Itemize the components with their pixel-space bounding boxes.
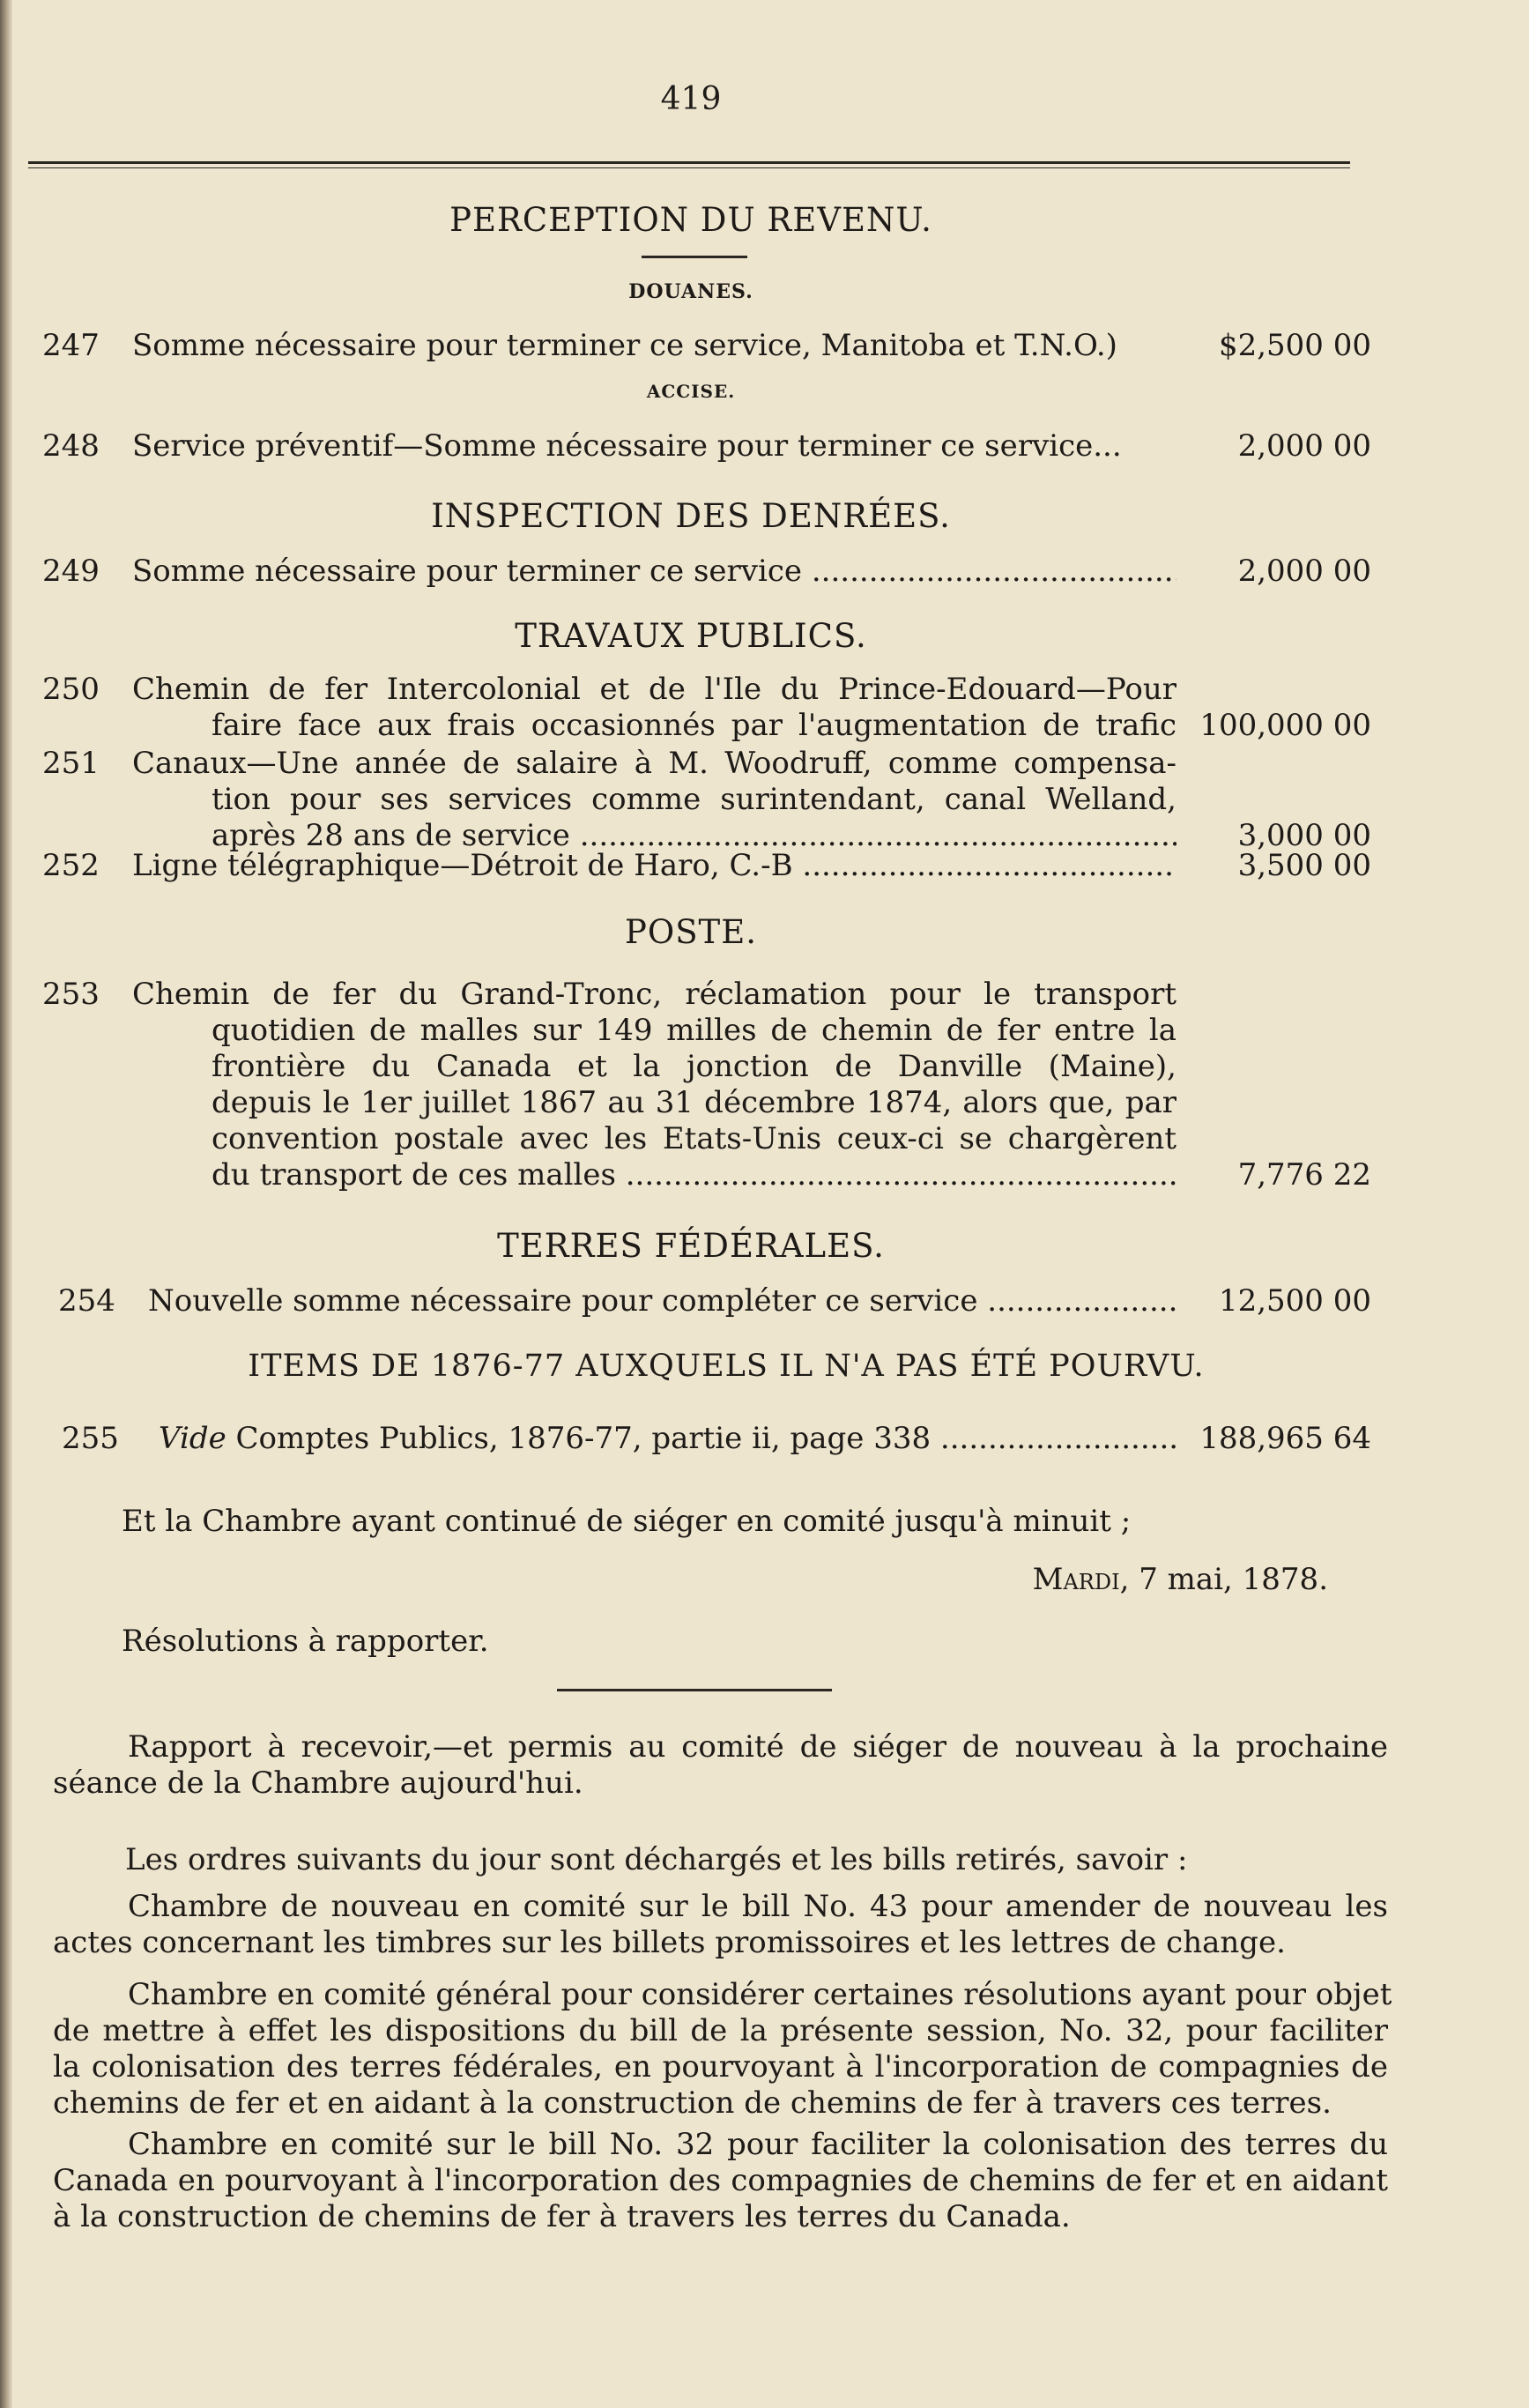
item-amount: 3,000 00 <box>1237 818 1371 853</box>
vide-word: Vide <box>159 1421 226 1456</box>
item-description: Ligne télégraphique—Détroit de Haro, C.-B ..... <box>132 848 1176 884</box>
item-amount: 12,500 00 <box>1218 1283 1371 1319</box>
item-amount: 3,500 00 <box>1237 848 1371 883</box>
item-number: 248 <box>42 428 100 464</box>
section-heading-inspection: INSPECTION DES DENRÉES. <box>431 497 951 535</box>
item-description: Chemin de fer du Grand-Tronc, réclamation pour le transport quotidien de malles sur 149 milles de chemin de fer entre la frontière du Canada et la jonction de Danville (Maine), depuis le 1er juillet 1867 au 31 décembre 1874, alors que, par convention postale avec les Etats-Unis ceux-ci se chargèrent du transport de ces malles ..... <box>132 977 1176 1193</box>
item-number: 247 <box>42 328 100 363</box>
paragraph-bill-32: Chambre en comité sur le bill No. 32 pour faciliter la colonisation des terres du Canada en pourvoyant à l'incorporation des compagnies de chemins de fer et en aidant à la construction de chemins de fer à travers les terres du Canada. <box>53 2127 1388 2234</box>
section-heading-terres: TERRES FÉDÉRALES. <box>497 1227 885 1265</box>
item-number: 253 <box>42 977 100 1012</box>
session-date: Mardi, 7 mai, 1878. <box>1032 1562 1328 1597</box>
paragraph-rapport: Rapport à recevoir,—et permis au comité de siéger de nouveau à la prochaine séance de la Chambre aujourd'hui. <box>53 1729 1388 1801</box>
ordres-text: Les ordres suivants du jour sont déchargés et les bills retirés, savoir : <box>125 1842 1188 1877</box>
item-description: Vide Comptes Publics, 1876-77, partie ii, page 338 ..... <box>159 1421 1179 1457</box>
section-divider <box>642 256 747 258</box>
item-description: Canaux—Une année de salaire à M. Woodruff, comme compensa- tion pour ses services comme surintendant, canal Welland, après 28 ans de service ..... <box>132 746 1176 854</box>
resolutions-text: Résolutions à rapporter. <box>122 1624 489 1659</box>
section-heading-travaux: TRAVAUX PUBLICS. <box>515 617 867 655</box>
paragraph-bill-43: Chambre de nouveau en comité sur le bill No. 43 pour amender de nouveau les actes concernant les timbres sur les billets promissoires et les lettres de change. <box>53 1889 1388 1960</box>
item-number: 255 <box>62 1421 119 1456</box>
paragraph-comite-general: Chambre en comité général pour considérer certaines résolutions ayant pour objet de mettre à effet les dispositions du bill de la présente session, No. 32, pour faciliter la colonisation des terres fédérales, en pourvoyant à l'incorporation de compagnies de chemins de fer et en aidant à la construction de chemins de fer à travers ces terres. <box>53 1977 1392 2121</box>
item-description: Chemin de fer Intercolonial et de l'Ile du Prince-Edouard—Pour faire face aux frais occasionnés par l'augmentation de trafic <box>132 672 1176 743</box>
item-amount: 7,776 22 <box>1237 1157 1371 1193</box>
section-heading-perception: PERCEPTION DU REVENU. <box>449 201 932 239</box>
section-heading-items: ITEMS DE 1876-77 AUXQUELS IL N'A PAS ÉTÉ POURVU. <box>248 1349 1205 1384</box>
page-number: 419 <box>660 81 722 117</box>
item-number: 249 <box>42 554 100 589</box>
subheading-accise: ACCISE. <box>646 381 736 402</box>
item-description: Somme nécessaire pour terminer ce service, Manitoba et T.N.O.) <box>132 328 1117 363</box>
item-amount: 100,000 00 <box>1199 708 1371 743</box>
closing-divider <box>557 1689 832 1691</box>
item-number: 250 <box>42 672 100 707</box>
item-amount: 188,965 64 <box>1199 1421 1371 1456</box>
item-description: Nouvelle somme nécessaire pour compléter ce service ..... <box>148 1283 1179 1319</box>
item-description: Somme nécessaire pour terminer ce service ..... <box>132 554 1176 590</box>
item-amount: $2,500 00 <box>1218 328 1371 363</box>
subheading-douanes: DOUANES. <box>628 280 753 303</box>
item-number: 252 <box>42 848 100 883</box>
item-amount: 2,000 00 <box>1237 428 1371 464</box>
chambre-continue-text: Et la Chambre ayant continué de siéger en comité jusqu'à minuit ; <box>122 1504 1132 1539</box>
item-number: 254 <box>58 1283 115 1319</box>
item-description: Service préventif—Somme nécessaire pour terminer ce service... <box>132 428 1122 464</box>
item-number: 251 <box>42 746 100 781</box>
item-amount: 2,000 00 <box>1237 554 1371 589</box>
page-edge <box>0 0 12 2408</box>
header-rule <box>28 161 1350 168</box>
section-heading-poste: POSTE. <box>624 913 758 951</box>
